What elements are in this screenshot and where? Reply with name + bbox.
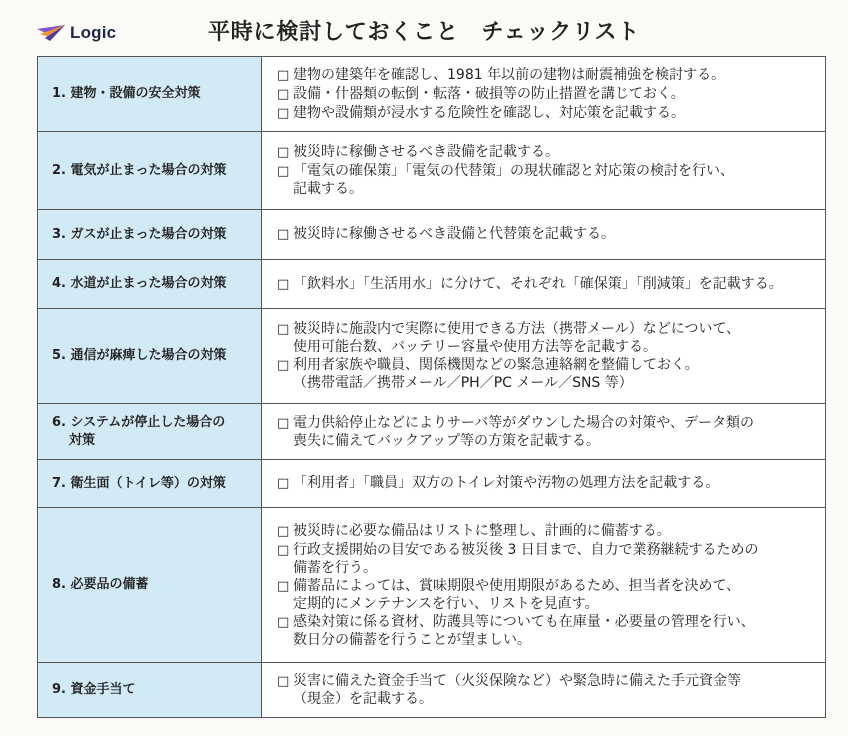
item-text-line: 設備・什器類の転倒・転落・破損等の防止措置を講じておく。 [293,85,685,102]
checklist-row-gas-outage [38,209,825,259]
item-text-line: 喪失に備えてバックアップ等の方策を記載する。 [293,432,601,449]
item-text-line: 使用可能台数、バッテリー容量や使用方法等を記載する。 [293,339,657,355]
item-text [293,474,719,492]
item-text [293,541,759,577]
checklist-item [277,275,825,294]
checkbox-icon: □ [277,105,290,121]
row-items [262,260,825,308]
checklist-table [37,56,826,718]
row-label [38,508,262,662]
row-label-text: 9. 資金手当て [52,682,136,697]
item-text-line: （現金）を記載する。 [293,691,433,707]
item-text-line: 感染対策に係る資材、防護具等についても在庫量・必要量の管理を行い、 [293,613,755,630]
row-items [262,508,825,662]
item-text [293,225,615,243]
checklist-item [277,320,825,356]
checklist-row-sanitation [38,459,825,507]
item-text [293,613,755,649]
item-text-line: 電力供給停止などによりサーバ等がダウンした場合の対策や、データ類の [293,414,755,431]
checkbox-icon: □ [277,164,290,179]
row-label [38,663,262,717]
item-text-line: 建物や設備類が浸水する危険性を確認し、対応策を記載する。 [293,104,685,121]
checklist-item [277,143,825,162]
checklist-item [277,356,825,392]
checkbox-icon: □ [277,276,290,292]
item-text [293,66,725,84]
checklist-item [277,522,825,541]
checklist-item [277,414,825,450]
checklist-item [277,66,825,85]
item-text [293,275,783,293]
checklist-item [277,162,825,198]
item-text [293,162,734,198]
row-label-text: 3. ガスが止まった場合の対策 [52,226,227,242]
item-text [293,672,741,708]
checklist-row-stockpile [38,507,825,662]
item-text [293,577,740,613]
item-text [293,85,685,103]
row-label-text: 6. システムが停止した場合の [52,414,226,430]
item-text [293,356,699,392]
checklist-item [277,85,825,104]
checkbox-icon: □ [277,358,290,373]
item-text-line: 行政支援開始の目安である被災後 3 日目まで、自力で業務継続するための [293,541,759,558]
row-items [262,309,825,403]
row-label [38,210,262,259]
row-label-text: 対策 [69,432,96,448]
item-text-line: 被災時に施設内で実際に使用できる方法（携帯メール）などについて、 [293,321,741,337]
item-text [293,414,754,450]
checkbox-icon: □ [277,67,290,83]
row-label [38,460,262,507]
checkbox-icon: □ [277,86,290,102]
row-label-text: 2. 電気が止まった場合の対策 [52,162,227,178]
checklist-item [277,541,825,577]
checkbox-icon: □ [277,542,290,558]
item-text-line: 被災時に稼働させるべき設備を記載する。 [293,144,559,160]
page-title: 平時に検討しておくこと チェックリスト [207,20,641,45]
item-text-line: 建物の建築年を確認し、1981 年以前の建物は耐震補強を検討する。 [293,66,726,83]
checkbox-icon: □ [277,415,290,431]
row-items [262,663,825,717]
checkbox-icon: □ [277,227,290,242]
checklist-row-power-outage [38,131,825,209]
row-label [38,309,262,403]
row-label-text: 5. 通信が麻痺した場合の対策 [52,348,227,363]
item-text-line: 記載する。 [293,181,363,197]
item-text [293,143,559,161]
item-text-line: 「飲料水」「生活用水」に分けて、それぞれ「確保策」「削減策」を記載する。 [293,275,783,292]
checklist-item [277,577,825,613]
checklist-row-funding [38,662,825,717]
row-items [262,404,825,459]
item-text-line: 被災時に必要な備品はリストに整理し、計画的に備蓄する。 [293,522,671,539]
item-text-line: （携帯電話／携帯メール／PH／PC メール／SNS 等） [293,375,633,391]
checklist-row-system-failure [38,403,825,459]
item-text-line: 災害に備えた資金手当て（火災保険など）や緊急時に備えた手元資金等 [293,673,741,689]
row-label [38,260,262,308]
checklist-item [277,613,825,649]
checklist-item [277,104,825,123]
item-text-line: 数日分の備蓄を行うことが望ましい。 [293,631,531,648]
checkbox-icon: □ [277,674,290,689]
checklist-row-building-safety [38,57,825,131]
item-text [293,104,685,122]
checklist-item [277,225,825,244]
row-items [262,460,825,507]
item-text-line: 被災時に稼働させるべき設備と代替策を記載する。 [293,226,615,242]
row-label-text: 8. 必要品の備蓄 [52,577,149,592]
item-text [293,320,740,356]
checklist-row-communication-failure [38,308,825,403]
row-label [38,132,262,209]
row-label-text: 1. 建物・設備の安全対策 [52,86,201,101]
checkbox-icon: □ [277,476,290,491]
checklist-row-water-outage [38,259,825,308]
row-label-text: 7. 衛生面（トイレ等）の対策 [52,475,226,491]
item-text-line: 定期的にメンテナンスを行い、リストを見直す。 [293,595,599,612]
logo-text: Logic [70,23,117,42]
checklist-item [277,672,825,708]
checkbox-icon: □ [277,322,290,337]
checkbox-icon: □ [277,578,290,594]
item-text-line: 「電気の確保策」「電気の代替策」の現状確認と対応策の検討を行い、 [293,163,734,179]
row-items [262,57,825,131]
item-text-line: 備蓄品によっては、賞味期限や使用期限があるため、担当者を決めて、 [293,577,741,594]
item-text-line: 「利用者」「職員」双方のトイレ対策や汚物の処理方法を記載する。 [293,475,720,491]
checkbox-icon: □ [277,145,290,160]
header [0,0,848,56]
row-label-text: 4. 水道が止まった場合の対策 [52,276,227,291]
checkbox-icon: □ [277,614,290,630]
row-items [262,132,825,209]
item-text-line: 利用者家族や職員、関係機関などの緊急連絡網を整備しておく。 [293,357,699,373]
row-label [38,57,262,131]
checkbox-icon: □ [277,523,290,539]
row-items [262,210,825,259]
item-text-line: 備蓄を行う。 [293,559,377,576]
item-text [293,522,671,540]
checklist-item [277,474,825,493]
row-label [38,404,262,459]
